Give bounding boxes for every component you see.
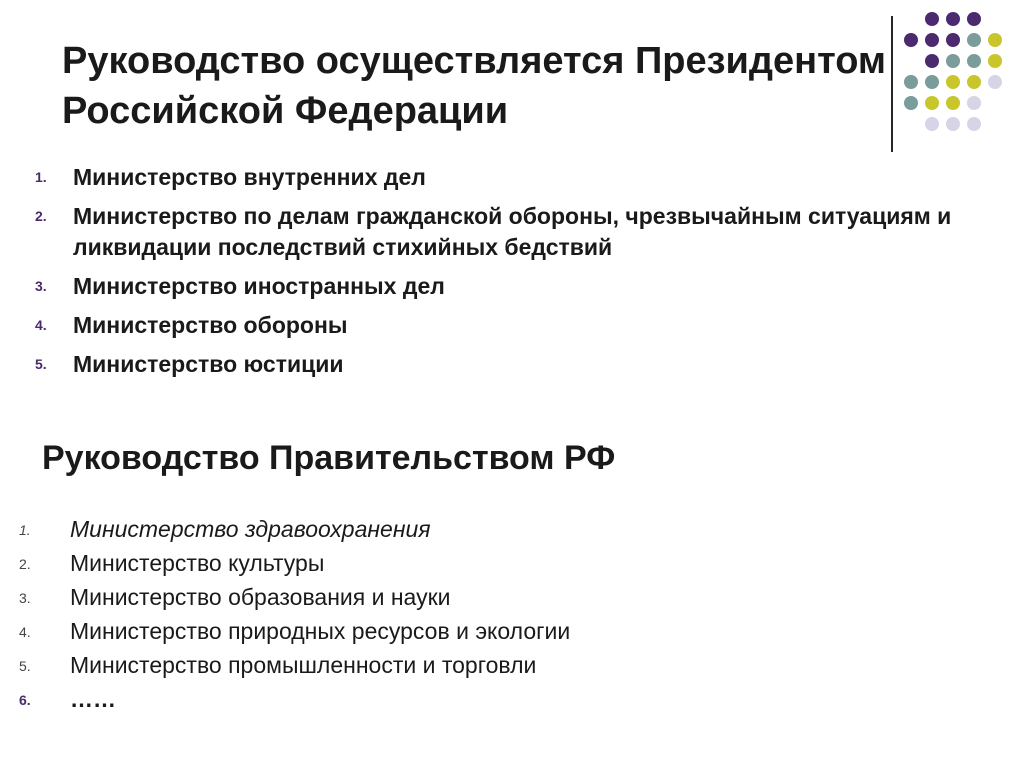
decorative-dot [946,117,960,131]
list-item-label: Министерство промышленности и торговли [70,652,537,678]
decorative-dot [988,33,1002,47]
decorative-dot [925,117,939,131]
list-item-number: 6. [19,692,31,708]
list-item [0,513,1024,547]
list-item-label: Министерство культуры [70,550,325,576]
decorative-dot [904,96,918,110]
list-item-number: 2. [35,208,47,224]
section-subtitle: Руководство Правительством РФ [42,439,616,477]
list-item-label: …… [70,686,116,712]
decorative-dot [967,33,981,47]
list-item-number: 1. [35,169,47,185]
list-item [0,162,1024,193]
list-item-number: 5. [19,658,31,674]
decorative-dot [988,54,1002,68]
list-item-number: 3. [35,278,47,294]
list-item [0,201,1024,263]
list-item-number: 3. [19,590,31,606]
decorative-dot [967,54,981,68]
list-item-label: Министерство обороны [73,312,348,338]
list-item-label: Министерство юстиции [73,351,344,377]
list-item [0,349,1024,380]
decorative-dot [988,75,1002,89]
list-item-label: Министерство здравоохранения [70,516,431,542]
slide-title: Руководство осуществляется Президентом Российской Федерации [62,40,887,132]
decorative-dot [925,96,939,110]
decorative-dot [946,33,960,47]
list-item-label: Министерство иностранных дел [73,273,445,299]
list-item-label: Министерство образования и науки [70,584,451,610]
list-item [0,547,1024,581]
decorative-dot [925,12,939,26]
list-item [0,271,1024,302]
decorative-dot [925,54,939,68]
list-item [0,581,1024,615]
list-item-number: 4. [19,624,31,640]
government-ministries-list [0,513,1024,717]
list-item-number: 2. [19,556,31,572]
list-item-label: Министерство по делам гражданской обороны, чрезвычайным ситуациям и ликвидации последствий стихийных бедствий [73,203,952,260]
decorative-dot [946,75,960,89]
decorative-dot [925,75,939,89]
list-item [0,683,1024,717]
list-item-label: Министерство природных ресурсов и экологии [70,618,571,644]
decorative-dot [967,96,981,110]
decorative-dot [904,33,918,47]
decorative-dot [904,75,918,89]
decorative-dot [946,96,960,110]
list-item [0,310,1024,341]
list-item [0,649,1024,683]
decorative-dot [925,33,939,47]
list-item [0,615,1024,649]
decorative-dot-grid [904,12,1014,162]
decorative-dot [967,117,981,131]
list-item-label: Министерство внутренних дел [73,164,426,190]
decorative-dot [967,75,981,89]
list-item-number: 4. [35,317,47,333]
decorative-dot [946,12,960,26]
list-item-number: 1. [19,522,31,538]
decorative-dot [967,12,981,26]
president-ministries-list [0,162,1024,388]
list-item-number: 5. [35,356,47,372]
title-divider [891,16,893,152]
decorative-dot [946,54,960,68]
